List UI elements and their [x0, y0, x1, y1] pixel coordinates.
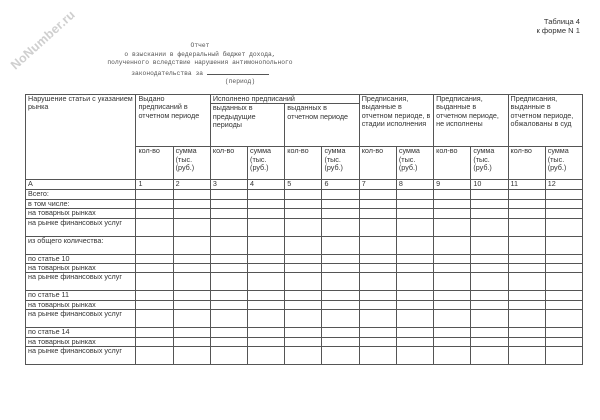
- value-cell[interactable]: [210, 273, 247, 291]
- value-cell[interactable]: [508, 199, 545, 208]
- value-cell[interactable]: [210, 337, 247, 346]
- row-label: по статье 14: [26, 328, 136, 337]
- value-cell[interactable]: [136, 218, 173, 236]
- value-cell[interactable]: [396, 209, 433, 218]
- value-cell[interactable]: [285, 190, 322, 199]
- value-cell[interactable]: [248, 337, 285, 346]
- table-row: [26, 190, 583, 199]
- value-cell[interactable]: [508, 291, 545, 300]
- sum-header: сумма (тыс. (руб.): [322, 147, 359, 180]
- value-cell[interactable]: [545, 236, 582, 254]
- value-cell[interactable]: [173, 254, 210, 263]
- value-cell[interactable]: [136, 236, 173, 254]
- report-title-line-1: Отчет: [190, 42, 210, 49]
- value-cell[interactable]: [173, 273, 210, 291]
- value-cell[interactable]: [545, 273, 582, 291]
- value-cell[interactable]: [471, 209, 508, 218]
- value-cell[interactable]: [136, 300, 173, 309]
- header-not-executed: Предписания, выданные в отчетном периоде, не исполнены: [434, 95, 508, 147]
- value-cell[interactable]: [396, 199, 433, 208]
- value-cell[interactable]: [173, 337, 210, 346]
- value-cell[interactable]: [173, 328, 210, 337]
- period-label: (период): [224, 78, 256, 86]
- value-cell[interactable]: [173, 190, 210, 199]
- value-cell[interactable]: [396, 328, 433, 337]
- report-table: [25, 94, 583, 365]
- value-cell[interactable]: [173, 310, 210, 328]
- value-cell[interactable]: [322, 291, 359, 300]
- period-blank: [207, 68, 269, 75]
- value-cell[interactable]: [173, 218, 210, 236]
- header-executed: Исполнено предписаний: [210, 95, 359, 104]
- value-cell[interactable]: [471, 328, 508, 337]
- value-cell[interactable]: [396, 264, 433, 273]
- value-cell[interactable]: [173, 264, 210, 273]
- column-number: 1: [136, 180, 173, 190]
- value-cell[interactable]: [396, 254, 433, 263]
- value-cell[interactable]: [210, 209, 247, 218]
- value-cell[interactable]: [322, 300, 359, 309]
- report-title: [80, 42, 320, 87]
- table-row: [26, 337, 583, 346]
- value-cell[interactable]: [471, 190, 508, 199]
- value-cell[interactable]: [434, 337, 471, 346]
- value-cell[interactable]: [471, 218, 508, 236]
- table-reference: [537, 17, 581, 35]
- value-cell[interactable]: [285, 291, 322, 300]
- column-number: 2: [173, 180, 210, 190]
- value-cell[interactable]: [210, 291, 247, 300]
- value-cell[interactable]: [285, 337, 322, 346]
- value-cell[interactable]: [471, 264, 508, 273]
- value-cell[interactable]: [322, 190, 359, 199]
- value-cell[interactable]: [285, 209, 322, 218]
- value-cell[interactable]: [248, 291, 285, 300]
- value-cell[interactable]: [322, 264, 359, 273]
- row-label: Всего:: [26, 190, 136, 199]
- value-cell[interactable]: [136, 209, 173, 218]
- value-cell[interactable]: [136, 273, 173, 291]
- qty-header: кол-во: [359, 147, 396, 180]
- form-reference: к форме N 1: [536, 26, 580, 35]
- value-cell[interactable]: [322, 273, 359, 291]
- value-cell[interactable]: [471, 254, 508, 263]
- value-cell[interactable]: [248, 310, 285, 328]
- column-number: 10: [471, 180, 508, 190]
- value-cell[interactable]: [396, 291, 433, 300]
- value-cell[interactable]: [210, 218, 247, 236]
- value-cell[interactable]: [359, 300, 396, 309]
- value-cell[interactable]: [396, 300, 433, 309]
- column-number: 12: [545, 180, 582, 190]
- value-cell[interactable]: [396, 273, 433, 291]
- value-cell[interactable]: [396, 310, 433, 328]
- header-issued: Выдано предписаний в отчетном периоде: [136, 95, 210, 147]
- value-cell[interactable]: [285, 236, 322, 254]
- table-row: [26, 218, 583, 236]
- report-title-line-2: о взыскании в федеральный бюджет дохода,: [124, 50, 276, 58]
- value-cell[interactable]: [210, 264, 247, 273]
- value-cell[interactable]: [136, 328, 173, 337]
- value-cell[interactable]: [545, 264, 582, 273]
- header-appealed: Предписания, выданные в отчетном периоде, обжалованы в суд: [508, 95, 582, 147]
- value-cell[interactable]: [210, 254, 247, 263]
- value-cell[interactable]: [248, 347, 285, 365]
- value-cell[interactable]: [434, 310, 471, 328]
- sum-header: сумма (тыс. (руб.): [471, 147, 508, 180]
- value-cell[interactable]: [136, 347, 173, 365]
- qty-header: кол-во: [434, 147, 471, 180]
- header-in-progress: Предписания, выданные в отчетном периоде, в стадии исполнения: [359, 95, 433, 147]
- value-cell[interactable]: [248, 264, 285, 273]
- value-cell[interactable]: [359, 264, 396, 273]
- value-cell[interactable]: [322, 337, 359, 346]
- value-cell[interactable]: [285, 310, 322, 328]
- header-executed-prev: выданных в предыдущие периоды: [210, 104, 284, 147]
- value-cell[interactable]: [285, 273, 322, 291]
- value-cell[interactable]: [508, 209, 545, 218]
- table-row: [26, 300, 583, 309]
- row-label: на товарных рынках: [26, 209, 136, 218]
- value-cell[interactable]: [545, 300, 582, 309]
- value-cell[interactable]: [434, 254, 471, 263]
- value-cell[interactable]: [471, 236, 508, 254]
- table-row: [26, 254, 583, 263]
- value-cell[interactable]: [508, 236, 545, 254]
- value-cell[interactable]: [322, 254, 359, 263]
- value-cell[interactable]: [248, 254, 285, 263]
- value-cell[interactable]: [136, 254, 173, 263]
- value-cell[interactable]: [471, 273, 508, 291]
- watermark-text: NoNumber.ru: [8, 7, 78, 73]
- value-cell[interactable]: [248, 209, 285, 218]
- row-label: в том числе:: [26, 199, 136, 208]
- report-title-line-4: [80, 68, 320, 79]
- value-cell[interactable]: [173, 199, 210, 208]
- value-cell[interactable]: [396, 347, 433, 365]
- sum-header: сумма (тыс. (руб.): [173, 147, 210, 180]
- value-cell[interactable]: [434, 300, 471, 309]
- value-cell[interactable]: [210, 236, 247, 254]
- value-cell[interactable]: [434, 236, 471, 254]
- value-cell[interactable]: [434, 218, 471, 236]
- qty-header: кол-во: [136, 147, 173, 180]
- table-row: [26, 310, 583, 328]
- value-cell[interactable]: [322, 218, 359, 236]
- table-row: [26, 273, 583, 291]
- value-cell[interactable]: [545, 310, 582, 328]
- row-label: на товарных рынках: [26, 264, 136, 273]
- value-cell[interactable]: [471, 347, 508, 365]
- value-cell[interactable]: [136, 199, 173, 208]
- column-number: 5: [285, 180, 322, 190]
- value-cell[interactable]: [434, 209, 471, 218]
- header-violation: Нарушение статьи с указанием рынка: [26, 95, 136, 180]
- value-cell[interactable]: [322, 347, 359, 365]
- value-cell[interactable]: [508, 190, 545, 199]
- value-cell[interactable]: [210, 199, 247, 208]
- table-row: [26, 236, 583, 254]
- value-cell[interactable]: [508, 273, 545, 291]
- row-label: на рынке финансовых услуг: [26, 347, 136, 365]
- column-number: 9: [434, 180, 471, 190]
- value-cell[interactable]: [545, 337, 582, 346]
- value-cell[interactable]: [210, 310, 247, 328]
- value-cell[interactable]: [545, 328, 582, 337]
- value-cell[interactable]: [434, 264, 471, 273]
- value-cell[interactable]: [359, 291, 396, 300]
- value-cell[interactable]: [545, 190, 582, 199]
- qty-header: кол-во: [210, 147, 247, 180]
- table-row: [26, 209, 583, 218]
- value-cell[interactable]: [359, 190, 396, 199]
- value-cell[interactable]: [396, 190, 433, 199]
- value-cell[interactable]: [359, 337, 396, 346]
- value-cell[interactable]: [322, 310, 359, 328]
- row-label: на рынке финансовых услуг: [26, 310, 136, 328]
- value-cell[interactable]: [471, 291, 508, 300]
- value-cell[interactable]: [471, 310, 508, 328]
- value-cell[interactable]: [248, 328, 285, 337]
- value-cell[interactable]: [508, 337, 545, 346]
- value-cell[interactable]: [545, 218, 582, 236]
- column-number: 6: [322, 180, 359, 190]
- value-cell[interactable]: [434, 199, 471, 208]
- value-cell[interactable]: [434, 291, 471, 300]
- value-cell[interactable]: [508, 347, 545, 365]
- sum-header: сумма (тыс. (руб.): [248, 147, 285, 180]
- value-cell[interactable]: [359, 273, 396, 291]
- value-cell[interactable]: [434, 328, 471, 337]
- row-label: по статье 11: [26, 291, 136, 300]
- value-cell[interactable]: [396, 218, 433, 236]
- row-label: на товарных рынках: [26, 337, 136, 346]
- value-cell[interactable]: [248, 236, 285, 254]
- value-cell[interactable]: [396, 337, 433, 346]
- value-cell[interactable]: [359, 236, 396, 254]
- value-cell[interactable]: [248, 273, 285, 291]
- column-number: 7: [359, 180, 396, 190]
- header-executed-curr: выданных в отчетном периоде: [285, 104, 359, 147]
- value-cell[interactable]: [136, 264, 173, 273]
- value-cell[interactable]: [322, 236, 359, 254]
- value-cell[interactable]: [136, 337, 173, 346]
- value-cell[interactable]: [322, 199, 359, 208]
- value-cell[interactable]: [285, 254, 322, 263]
- value-cell[interactable]: [545, 209, 582, 218]
- value-cell[interactable]: [285, 300, 322, 309]
- value-cell[interactable]: [359, 209, 396, 218]
- value-cell[interactable]: [508, 218, 545, 236]
- row-label: на товарных рынках: [26, 300, 136, 309]
- table-row: [26, 347, 583, 365]
- qty-header: кол-во: [508, 147, 545, 180]
- value-cell[interactable]: [359, 328, 396, 337]
- value-cell[interactable]: [173, 300, 210, 309]
- report-title-period-prefix: законодательства за: [131, 69, 203, 77]
- value-cell[interactable]: [359, 218, 396, 236]
- value-cell[interactable]: [471, 199, 508, 208]
- value-cell[interactable]: [136, 190, 173, 199]
- value-cell[interactable]: [471, 300, 508, 309]
- value-cell[interactable]: [173, 209, 210, 218]
- value-cell[interactable]: [173, 347, 210, 365]
- table-row: [26, 264, 583, 273]
- column-number: 3: [210, 180, 247, 190]
- value-cell[interactable]: [248, 199, 285, 208]
- value-cell[interactable]: [545, 347, 582, 365]
- qty-header: кол-во: [285, 147, 322, 180]
- value-cell[interactable]: [471, 337, 508, 346]
- value-cell[interactable]: [285, 264, 322, 273]
- row-label: на рынке финансовых услуг: [26, 273, 136, 291]
- column-number: 11: [508, 180, 545, 190]
- value-cell[interactable]: [359, 347, 396, 365]
- value-cell[interactable]: [248, 218, 285, 236]
- value-cell[interactable]: [508, 328, 545, 337]
- table-row: [26, 328, 583, 337]
- value-cell[interactable]: [359, 199, 396, 208]
- sum-header: сумма (тыс. (руб.): [396, 147, 433, 180]
- row-label: по статье 10: [26, 254, 136, 263]
- report-title-line-3: полученного вследствие нарушения антимонопольного: [107, 59, 293, 67]
- value-cell[interactable]: [545, 199, 582, 208]
- value-cell[interactable]: [136, 310, 173, 328]
- value-cell[interactable]: [210, 347, 247, 365]
- value-cell[interactable]: [508, 254, 545, 263]
- table-row: [26, 199, 583, 208]
- value-cell[interactable]: [508, 264, 545, 273]
- value-cell[interactable]: [322, 209, 359, 218]
- value-cell[interactable]: [434, 190, 471, 199]
- table-body: [26, 190, 583, 365]
- value-cell[interactable]: [396, 236, 433, 254]
- value-cell[interactable]: [322, 328, 359, 337]
- value-cell[interactable]: [136, 291, 173, 300]
- value-cell[interactable]: [434, 273, 471, 291]
- value-cell[interactable]: [508, 310, 545, 328]
- value-cell[interactable]: [173, 291, 210, 300]
- value-cell[interactable]: [173, 236, 210, 254]
- row-label: из общего количества:: [26, 236, 136, 254]
- column-number-row: [26, 180, 583, 190]
- sum-header: сумма (тыс. (руб.): [545, 147, 582, 180]
- value-cell[interactable]: [508, 300, 545, 309]
- value-cell[interactable]: [434, 347, 471, 365]
- value-cell[interactable]: [285, 218, 322, 236]
- table-row: [26, 291, 583, 300]
- value-cell[interactable]: [285, 328, 322, 337]
- value-cell[interactable]: [210, 300, 247, 309]
- column-number: 8: [396, 180, 433, 190]
- table-number: Таблица 4: [543, 17, 580, 26]
- value-cell[interactable]: [210, 190, 247, 199]
- header-row-1: [26, 95, 583, 104]
- value-cell[interactable]: [248, 300, 285, 309]
- value-cell[interactable]: [359, 310, 396, 328]
- column-number: 4: [248, 180, 285, 190]
- value-cell[interactable]: [285, 199, 322, 208]
- value-cell[interactable]: [210, 328, 247, 337]
- value-cell[interactable]: [545, 291, 582, 300]
- value-cell[interactable]: [248, 190, 285, 199]
- column-number: А: [26, 180, 136, 190]
- value-cell[interactable]: [545, 254, 582, 263]
- row-label: на рынке финансовых услуг: [26, 218, 136, 236]
- value-cell[interactable]: [359, 254, 396, 263]
- value-cell[interactable]: [285, 347, 322, 365]
